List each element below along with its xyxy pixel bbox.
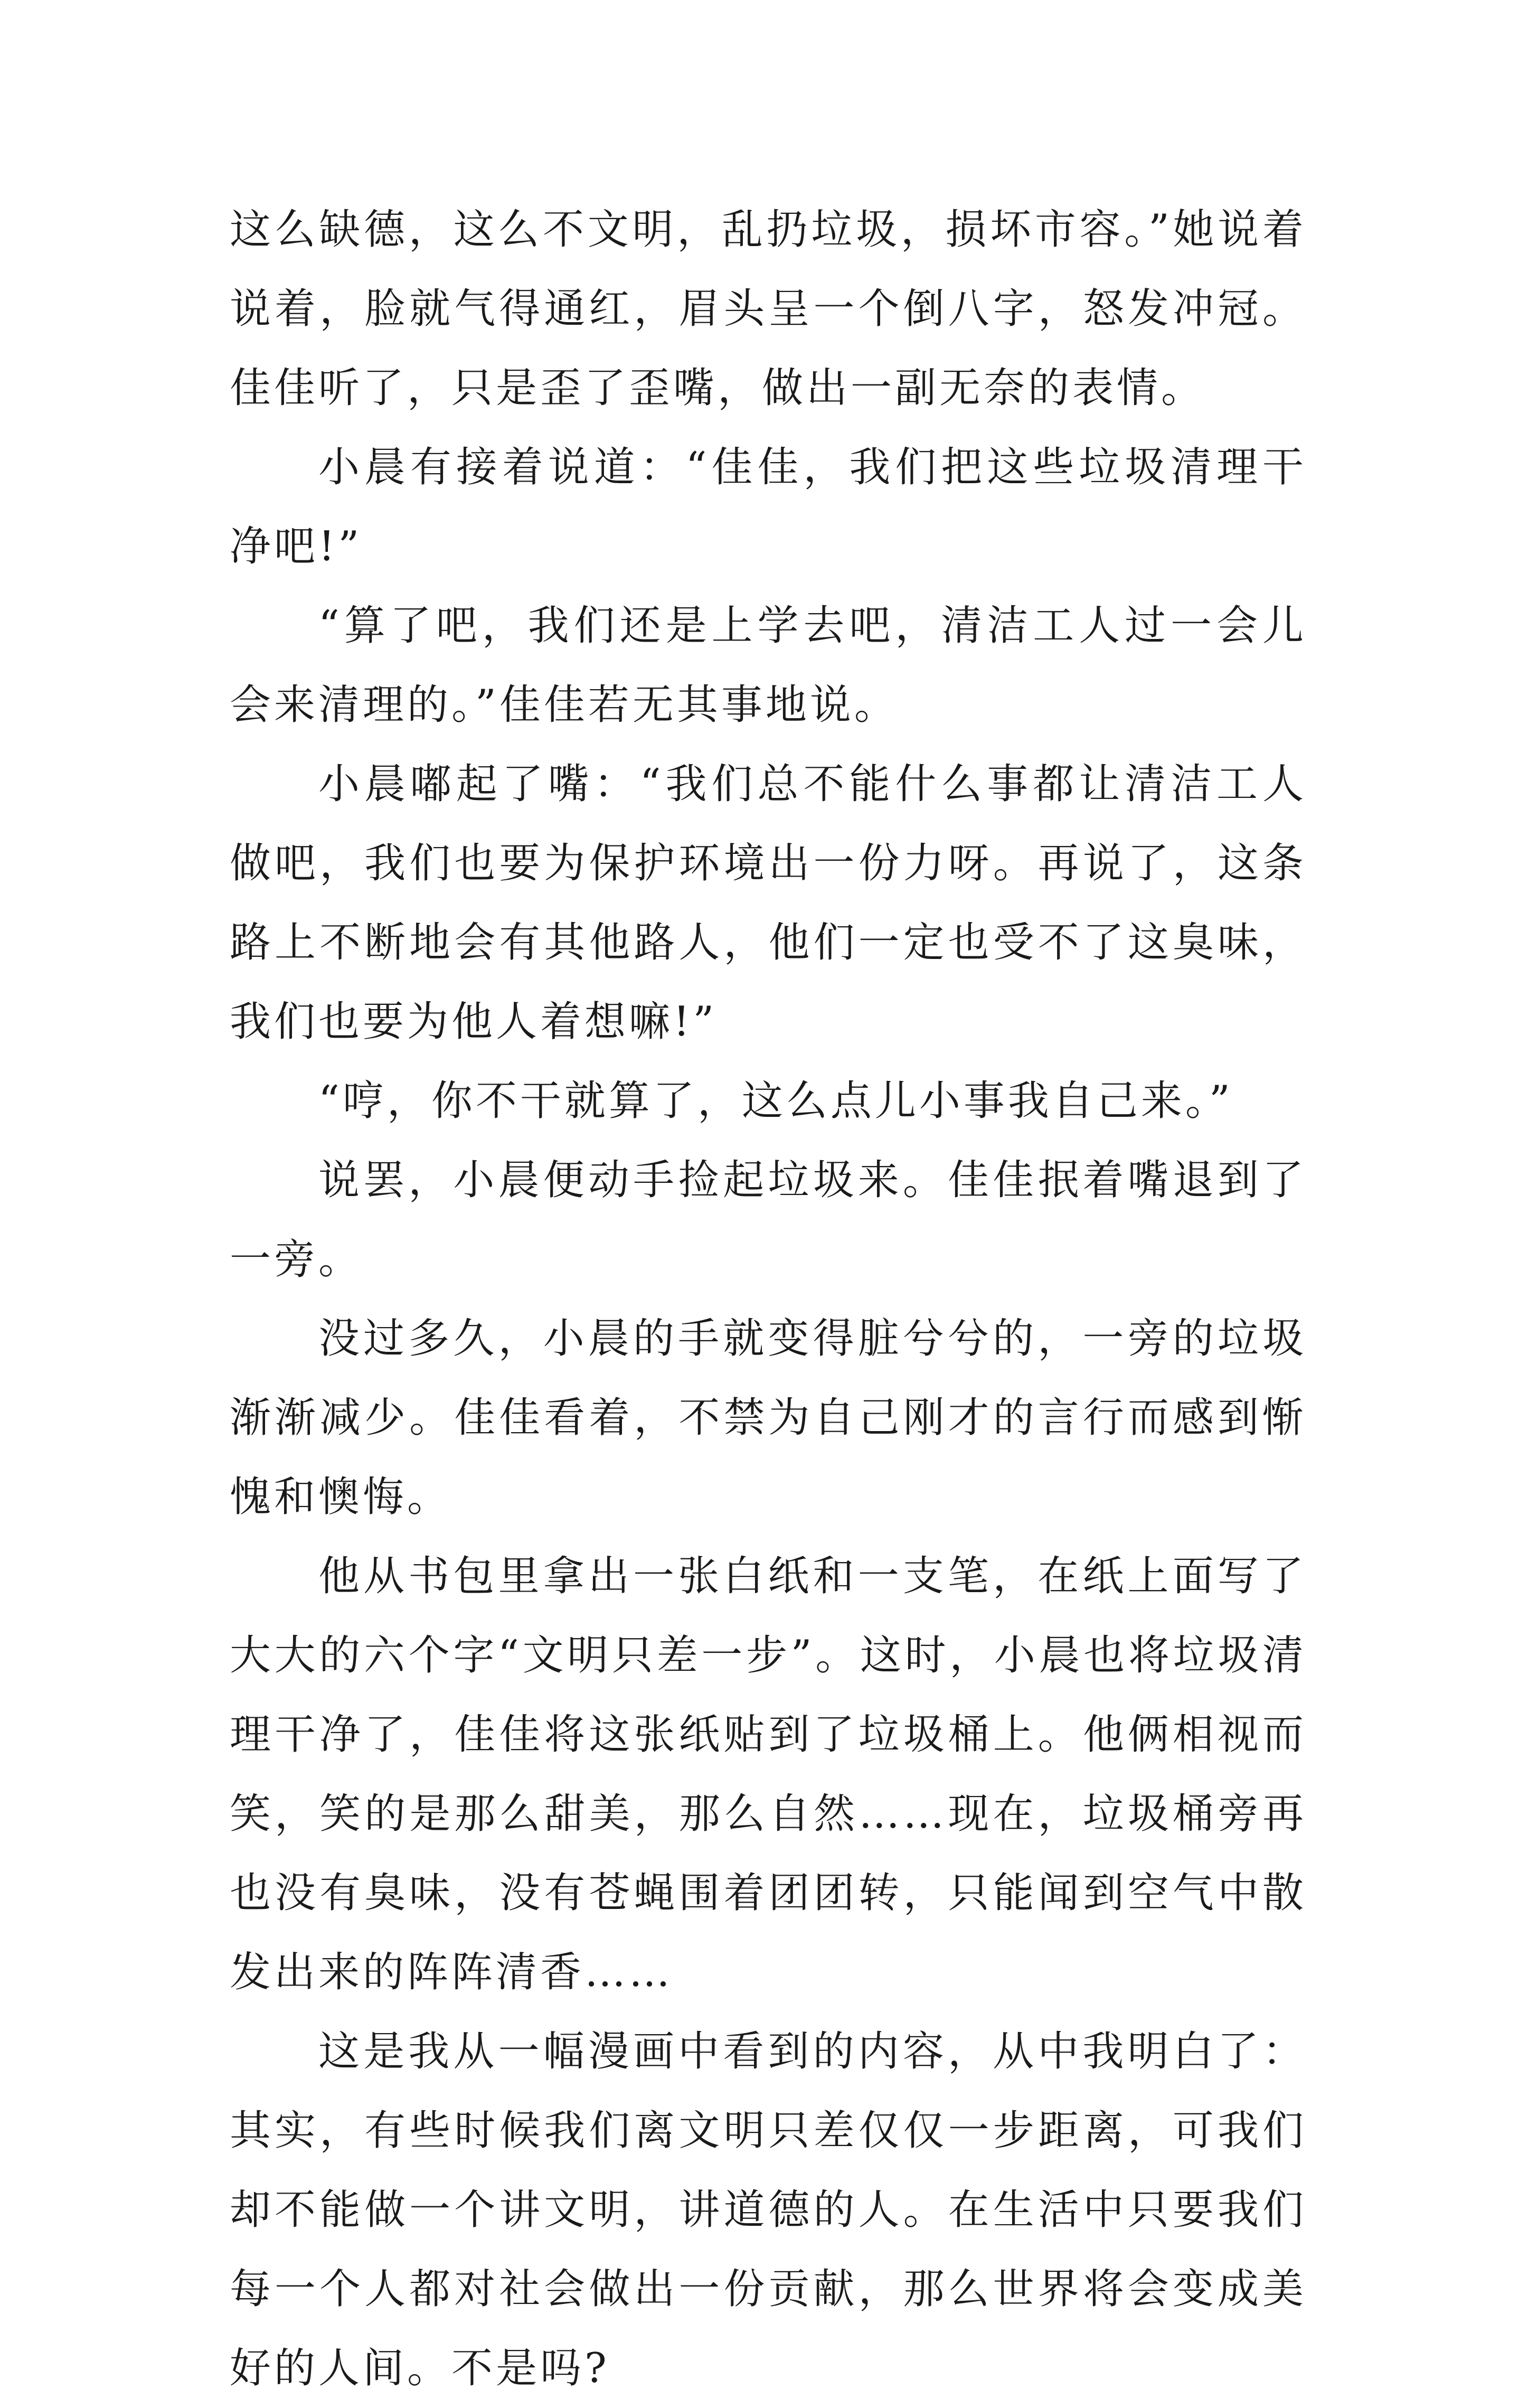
paragraph: 他从书包里拿出一张白纸和一支笔，在纸上面写了大大的六个字“文明只差一步”。这时，小晨也将垃圾清理干净了，佳佳将这张纸贴到了垃圾桶上。他俩相视而笑，笑的是那么甜美，那么自然……现在，垃圾桶旁再也没有臭味，没有苍蝇围着团团转，只能闻到空气中散发出来的阵阵清香…… [230,1553,1307,1996]
paragraph: 小晨有接着说道：“佳佳，我们把这些垃圾清理干净吧!” [230,444,1307,570]
paragraph: 这是我从一幅漫画中看到的内容，从中我明白了：其实，有些时候我们离文明只差仅仅一步距离，可我们却不能做一个讲文明，讲道德的人。在生活中只要我们每一个人都对社会做出一份贡献，那么世界将会变成美好的人间。不是吗? [230,2028,1307,2392]
paragraph: 说罢，小晨便动手捡起垃圾来。佳佳抿着嘴退到了一旁。 [230,1156,1307,1283]
paragraph: “哼，你不干就算了，这么点儿小事我自己来。” [318,1077,1233,1125]
paragraph: “算了吧，我们还是上学去吧，清洁工人过一会儿会来清理的。”佳佳若无其事地说。 [230,602,1307,729]
paragraph: 小晨嘟起了嘴：“我们总不能什么事都让清洁工人做吧，我们也要为保护环境出一份力呀。再说了，这条路上不断地会有其他路人，他们一定也受不了这臭味，我们也要为他人着想嘛!” [230,760,1307,1046]
paragraph: 没过多久，小晨的手就变得脏兮兮的，一旁的垃圾渐渐减少。佳佳看着，不禁为自己刚才的言行而感到惭愧和懊悔。 [230,1315,1307,1521]
document-body [230,190,1307,2408]
paragraph: 这么缺德，这么不文明，乱扔垃圾，损坏市容。”她说着说着，脸就气得通红，眉头呈一个倒八字，怒发冲冠。佳佳听了，只是歪了歪嘴，做出一副无奈的表情。 [230,206,1307,412]
